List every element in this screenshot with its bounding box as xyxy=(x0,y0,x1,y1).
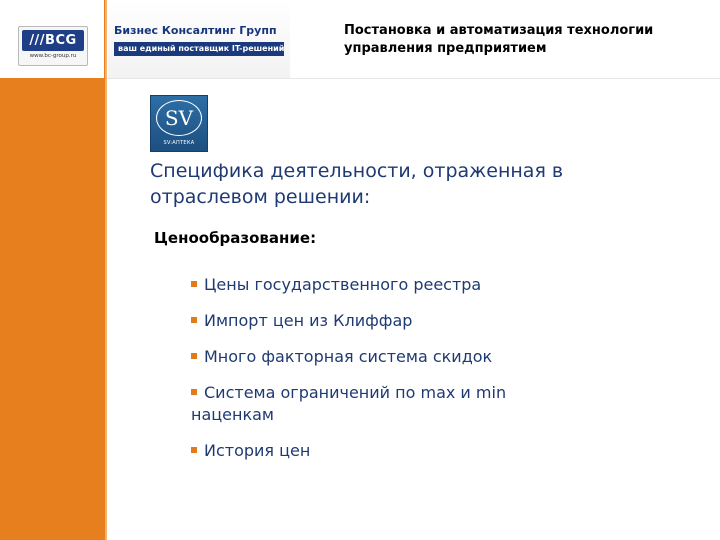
list-item-text: Импорт цен из Клиффар xyxy=(204,311,413,330)
section-title-line-1: Специфика деятельности, отраженная в xyxy=(150,160,564,182)
list-item-text: Много факторная система скидок xyxy=(204,347,493,366)
list-item xyxy=(191,346,691,368)
sv-logo-mark: SV xyxy=(156,100,202,136)
section-title-line-2: отраслевом решении: xyxy=(150,186,371,208)
list-item-text: Цены государственного реестра xyxy=(204,275,482,294)
sidebar-edge xyxy=(105,0,107,540)
list-item xyxy=(191,274,691,296)
square-bullet-icon xyxy=(191,447,197,453)
brand-banner xyxy=(108,0,290,78)
bcg-url: www.bc-group.ru xyxy=(29,53,77,59)
header-title-line-2: управления предприятием xyxy=(344,41,547,56)
square-bullet-icon xyxy=(191,317,197,323)
subsection-heading: Ценообразование: xyxy=(154,229,317,247)
brand-tagline-bar xyxy=(114,42,284,56)
header-title-line-1: Постановка и автоматизация технологии xyxy=(344,23,654,38)
square-bullet-icon xyxy=(191,353,197,359)
slide-header xyxy=(344,22,714,58)
section-title xyxy=(150,158,630,210)
list-item-text: Система ограничений по max и min наценкам xyxy=(191,383,507,424)
company-logo-area xyxy=(0,0,104,78)
list-item xyxy=(191,440,691,462)
sv-product-logo xyxy=(150,95,208,152)
sv-logo-caption: SV:АПТЕКА xyxy=(163,140,195,146)
bcg-logo xyxy=(18,26,88,66)
square-bullet-icon xyxy=(191,389,197,395)
list-item xyxy=(191,310,691,332)
brand-tagline: ваш единый поставщик IT-решений xyxy=(118,44,285,53)
bcg-logo-text: ///BCG xyxy=(22,30,84,51)
brand-name: Бизнес Консалтинг Групп xyxy=(114,24,277,37)
header-divider xyxy=(107,78,720,79)
list-item xyxy=(191,382,551,426)
list-item-text: История цен xyxy=(204,441,311,460)
left-sidebar xyxy=(0,0,105,540)
bullet-list xyxy=(191,274,691,476)
square-bullet-icon xyxy=(191,281,197,287)
